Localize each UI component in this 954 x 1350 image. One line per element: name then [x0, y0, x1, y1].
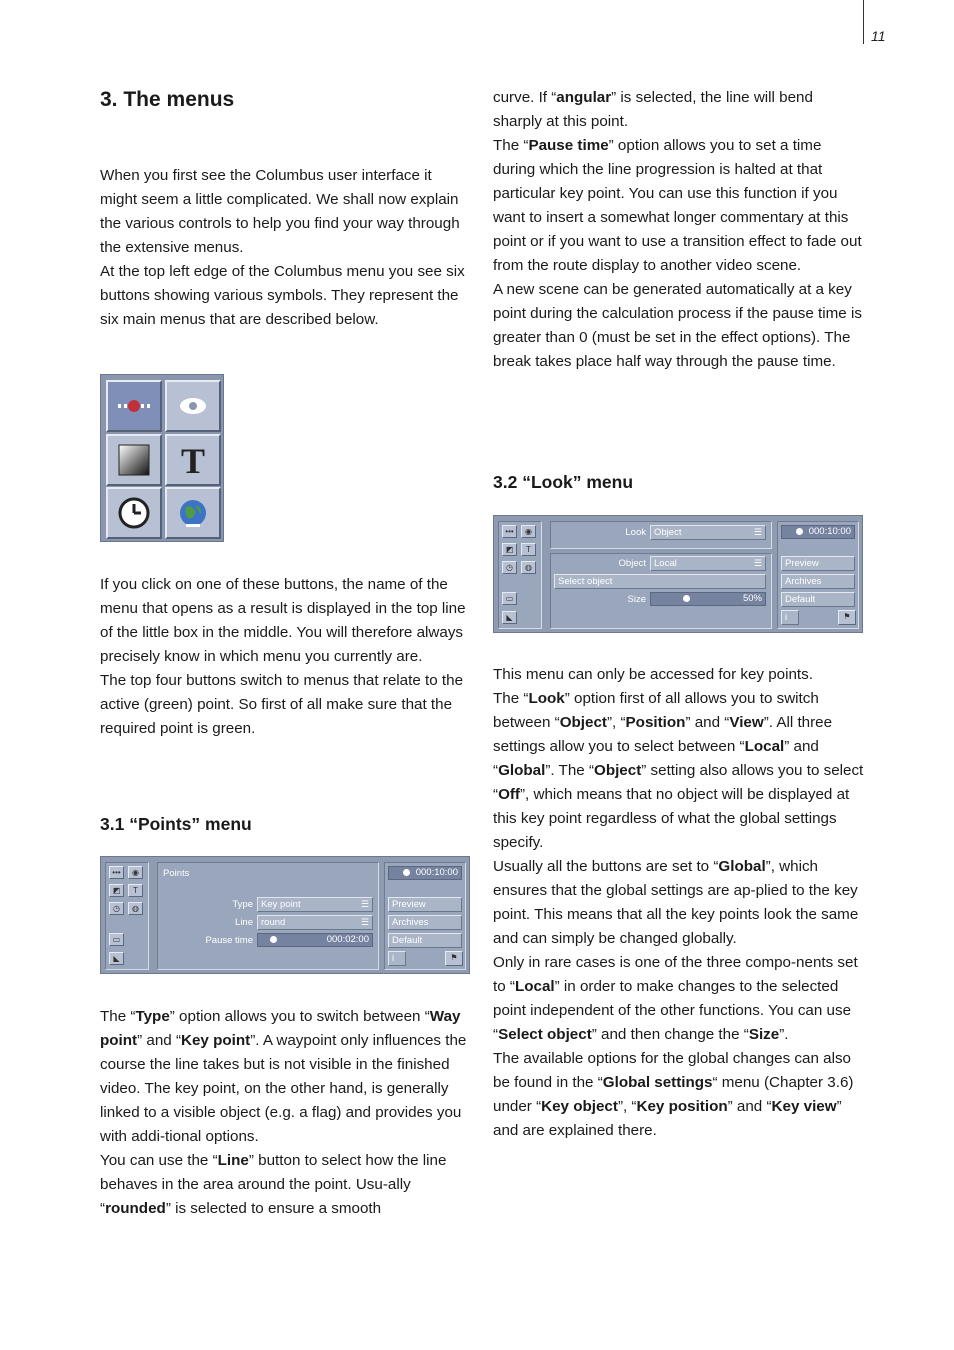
points-menu-description	[100, 1005, 472, 1221]
text-menu-icon	[165, 434, 221, 486]
pause-time-value: 000:02:00	[326, 934, 369, 945]
globe-icon: ◍	[128, 902, 143, 915]
clock-icon: ◷	[109, 902, 124, 915]
select-object-button: Select object	[554, 574, 766, 589]
minimize-icon: ▭	[502, 592, 517, 605]
look-paragraph-3: Usually all the buttons are set to “Global”, which ensures that the global settings are ap-plied to the key point. This means that all the key points look the same and can simply be changed globally.	[493, 858, 859, 947]
points-menu-screenshot	[100, 856, 470, 974]
points-icon: •••	[109, 866, 124, 879]
heading-look-menu: 3.2 “Look” menu	[493, 472, 634, 492]
look-paragraph-2: The “Look” option first of all allows you to switch between “Object”, “Position” and “View”. All three settings allow you to select between “Local” and “Global”. The “Object” setting also allows you to select “Off”, which means that no object will be displayed at this key point regardless of what the global settings specify.	[493, 690, 864, 851]
type-value: Key point	[261, 899, 301, 910]
look-icon: ◉	[128, 866, 143, 879]
line-label: Line	[235, 917, 253, 928]
globe-icon: ◍	[521, 561, 536, 574]
text-icon: T	[128, 884, 143, 897]
preview-button: Preview	[781, 556, 855, 571]
look-paragraph-5: The available options for the global changes can also be found in the “Global settings“ menu (Chapter 3.6) under “Key object”, “Key position” and “Key view” and are explained there.	[493, 1050, 854, 1139]
look-menu-screenshot	[493, 515, 863, 633]
archives-button: Archives	[781, 574, 855, 589]
object-select	[650, 556, 766, 571]
list-icon: ☰	[753, 558, 762, 568]
nav-icon: ◣	[109, 952, 124, 965]
menu-buttons-explanation	[100, 573, 472, 741]
nav-icon: ◣	[502, 611, 517, 624]
pause-time-label: Pause time	[205, 935, 253, 946]
total-time-value: 000:10:00	[808, 526, 851, 537]
page-number-rule	[863, 0, 864, 44]
menu-title: Points	[163, 868, 190, 879]
clock-menu-icon	[106, 487, 162, 539]
flag-icon: ⚑	[838, 610, 856, 625]
page-title: 3. The menus	[100, 88, 235, 111]
look-menu-icon	[165, 380, 221, 432]
size-slider	[650, 592, 766, 606]
line-select	[257, 915, 373, 930]
points-menu-continued	[493, 86, 865, 374]
look-value: Object	[654, 527, 682, 538]
look-menu-description	[493, 663, 865, 1143]
timeline-slider	[388, 866, 462, 880]
transition-menu-icon	[106, 434, 162, 486]
archives-button: Archives	[388, 915, 462, 930]
list-icon: ☰	[753, 527, 762, 537]
type-label: Type	[232, 899, 253, 910]
minimize-icon: ▭	[109, 933, 124, 946]
list-icon: ☰	[360, 899, 369, 909]
size-label: Size	[627, 594, 646, 605]
line-value: round	[261, 917, 286, 928]
slider-knob	[403, 869, 410, 876]
total-time-value: 000:10:00	[415, 867, 458, 878]
list-icon: ☰	[360, 917, 369, 927]
default-button: Default	[388, 933, 462, 948]
slider-knob	[683, 595, 690, 602]
default-button: Default	[781, 592, 855, 607]
type-paragraph: The “Type” option allows you to switch between “Way point” and “Key point”. A waypoint only influences the course the line takes but is not visible in the finished video. The key point, on the other hand, is generally linked to a visible object (e.g. a flag) and provides you with addi-tional options.	[100, 1008, 467, 1145]
pause-time-paragraph: The “Pause time” option allows you to set a time during which the line progression is halted at that particular key point. You can use this function if you want to insert a somewhat longer commentary at this point or if you want to use a transition effect to fade out from the route display to another video scene.	[493, 137, 862, 274]
intro-paragraph-1: When you first see the Columbus user interface it might seem a little complicated. We shall now explain the various controls to help you find your way through the extensive menus.	[100, 167, 460, 256]
line-paragraph: You can use the “Line” button to select how the line behaves in the area around the point. Usu-ally “rounded” is selected to ensure a smooth	[100, 1152, 447, 1217]
transition-icon: ◩	[109, 884, 124, 897]
look-paragraph-4: Only in rare cases is one of the three compo-nents set to “Local” in order to make changes to the selected point independent of the other functions. You can use “Select object” and then change the “Size”.	[493, 954, 858, 1043]
object-value: Local	[654, 558, 677, 569]
size-value: 50%	[742, 593, 762, 604]
pause-time-slider	[257, 933, 373, 947]
look-paragraph-1: This menu can only be accessed for key points.	[493, 666, 813, 683]
heading-points-menu: 3.1 “Points” menu	[100, 814, 252, 834]
globe-menu-icon	[165, 487, 221, 539]
preview-button: Preview	[388, 897, 462, 912]
info-button: i	[388, 951, 406, 966]
flag-icon: ⚑	[445, 951, 463, 966]
intro-text	[100, 164, 472, 332]
explanation-paragraph-2: The top four buttons switch to menus that relate to the active (green) point. So first of all make sure that the required point is green.	[100, 672, 464, 737]
text-icon: T	[521, 543, 536, 556]
explanation-paragraph-1: If you click on one of these buttons, the name of the menu that opens as a result is displayed in the top line of the little box in the middle. You will therefore always precisely know in which menu you currently are.	[100, 576, 466, 665]
look-select	[650, 525, 766, 540]
type-select	[257, 897, 373, 912]
main-menu-buttons-image	[100, 374, 224, 542]
points-icon: •••	[502, 525, 517, 538]
look-label: Look	[625, 527, 646, 538]
points-menu-icon	[106, 380, 162, 432]
svg-text:T: T	[180, 443, 206, 477]
timeline-slider	[781, 525, 855, 539]
info-button: i	[781, 610, 799, 625]
transition-icon: ◩	[502, 543, 517, 556]
slider-knob	[270, 936, 277, 943]
new-scene-paragraph: A new scene can be generated automatically at a key point during the calculation process if the pause time is greater than 0 (must be set in the effect options). The break takes place half way through the pause time.	[493, 281, 862, 370]
slider-knob	[796, 528, 803, 535]
page-number: 11	[871, 28, 886, 44]
intro-paragraph-2: At the top left edge of the Columbus menu you see six buttons showing various symbols. They represent the six main menus that are described below.	[100, 263, 465, 328]
look-icon: ◉	[521, 525, 536, 538]
object-label: Object	[618, 558, 646, 569]
clock-icon: ◷	[502, 561, 517, 574]
angular-paragraph: curve. If “angular” is selected, the line will bend sharply at this point.	[493, 89, 813, 130]
